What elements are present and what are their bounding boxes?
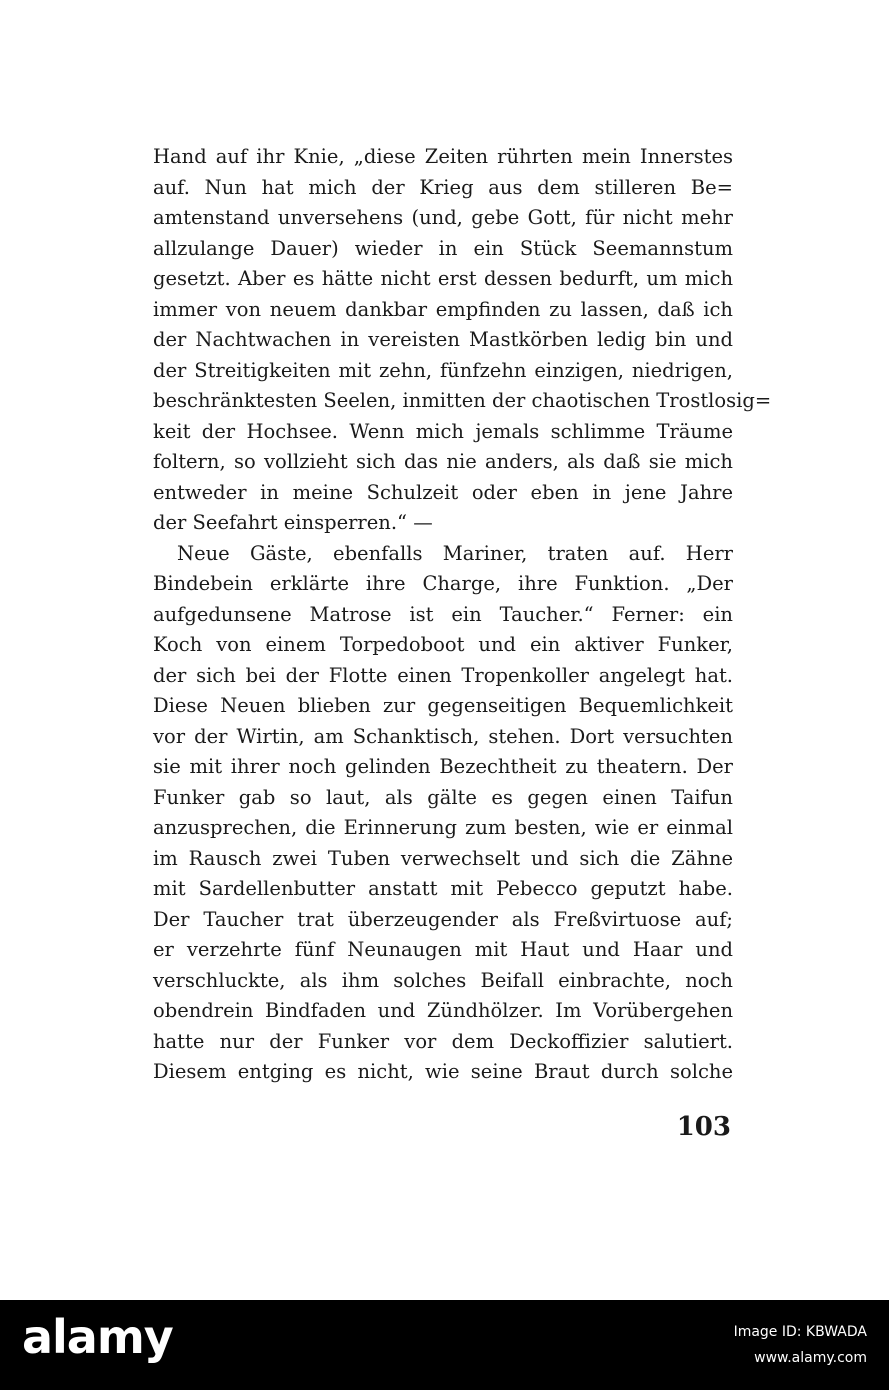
text-line: vor der Wirtin, am Schanktisch, stehen. Dort versuchten <box>153 724 733 748</box>
text-line: Diesem entging es nicht, wie seine Braut durch solche <box>153 1060 733 1083</box>
text-line: foltern, so vollzieht sich das nie anders, als daß sie mich <box>153 450 733 473</box>
text-line: keit der Hochsee. Wenn mich jemals schlimme Träume <box>153 419 733 443</box>
brand-logo: alamy <box>22 1310 173 1364</box>
page-number: 103 <box>676 1112 731 1142</box>
text-line: anzusprechen, die Erinnerung zum besten, wie er einmal <box>153 816 733 839</box>
text-line: mit Sardellenbutter anstatt mit Pebecco geputzt habe. <box>153 877 733 900</box>
text-line: beschränktesten Seelen, inmitten der chaotischen Trostlosig= <box>153 389 772 412</box>
text-line: allzulange Dauer) wieder in ein Stück Seemannstum <box>153 236 733 260</box>
text-line: Bindebein erklärte ihre Charge, ihre Funktion. „Der <box>153 572 733 595</box>
image-id-label: Image ID: KBWADA <box>733 1324 867 1340</box>
text-line: immer von neuem dankbar empfinden zu lassen, daß ich <box>153 297 733 321</box>
body-text <box>153 142 772 1088</box>
text-line: gesetzt. Aber es hätte nicht erst dessen bedurft, um mich <box>153 267 733 290</box>
text-line: im Rausch zwei Tuben verwechselt und sich die Zähne <box>153 846 733 870</box>
text-line: entweder in meine Schulzeit oder eben in jene Jahre <box>153 480 733 504</box>
text-line: aufgedunsene Matrose ist ein Taucher.“ Ferner: ein <box>153 602 733 626</box>
text-line: obendrein Bindfaden und Zündhölzer. Im Vorübergehen <box>153 999 733 1022</box>
text-line: auf. Nun hat mich der Krieg aus dem stilleren Be= <box>153 175 733 199</box>
text-line: Neue Gäste, ebenfalls Mariner, traten auf. Herr <box>177 541 733 565</box>
text-line: der Nachtwachen in vereisten Mastkörben ledig bin und <box>153 328 733 351</box>
text-line: der Seefahrt einsperren.“ — <box>153 511 433 534</box>
text-line: Hand auf ihr Knie, „diese Zeiten rührten mein Innerstes <box>153 145 733 168</box>
text-line: Der Taucher trat überzeugender als Freßvirtuose auf; <box>153 907 733 931</box>
text-line: sie mit ihrer noch gelinden Bezechtheit zu theatern. Der <box>153 755 733 778</box>
text-line: der sich bei der Flotte einen Tropenkoller angelegt hat. <box>153 663 733 687</box>
text-line: Koch von einem Torpedoboot und ein aktiver Funker, <box>153 633 733 656</box>
text-line: hatte nur der Funker vor dem Deckoffizier salutiert. <box>153 1029 733 1053</box>
text-line: amtenstand unversehens (und, gebe Gott, für nicht mehr <box>153 206 733 229</box>
text-line: Funker gab so laut, als gälte es gegen einen Taifun <box>153 785 733 809</box>
text-line: er verzehrte fünf Neunaugen mit Haut und Haar und <box>153 938 733 961</box>
watermark-footer <box>0 1300 889 1390</box>
text-line: Diese Neuen blieben zur gegenseitigen Bequemlichkeit <box>153 694 733 717</box>
text-line: der Streitigkeiten mit zehn, fünfzehn einzigen, niedrigen, <box>153 358 733 382</box>
text-line: verschluckte, als ihm solches Beifall einbrachte, noch <box>153 968 733 992</box>
site-url: www.alamy.com <box>754 1350 867 1366</box>
